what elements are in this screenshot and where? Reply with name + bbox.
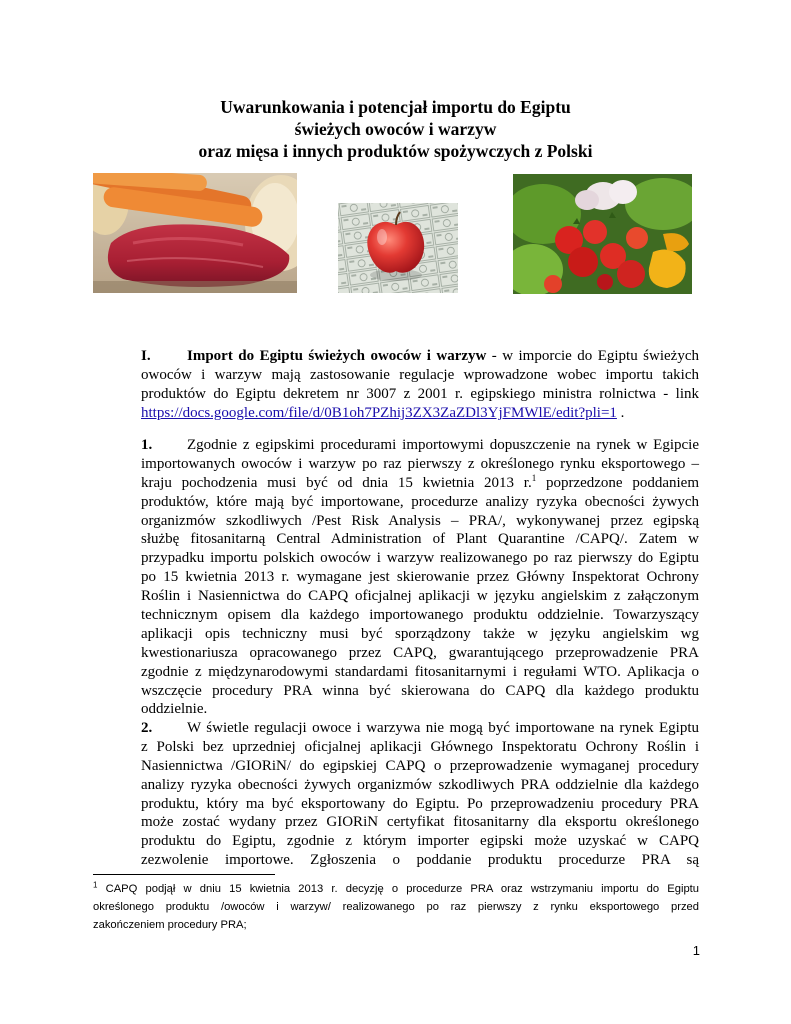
section-1-line-12: kwestionariusza opracowanego przez CAPQ, gwarantującego przeprowadzenie PRA — [141, 644, 699, 661]
section-I-intro: - w imporcie do Egiptu świeżych — [486, 348, 699, 364]
vegetables-photo — [513, 174, 692, 294]
section-2-line-1 — [141, 719, 699, 738]
footnote-separator — [93, 874, 275, 875]
section-1-line-13: zgodnie z międzynarodowymi standardami fitosanitarnymi i regułami WTO. Aplikacja o — [141, 663, 699, 680]
footnote-text-1: CAPQ podjął w dniu 15 kwietnia 2013 r. decyzję o procedurze PRA oraz wstrzymaniu importu do Egiptu — [97, 883, 699, 895]
footnote — [93, 880, 699, 934]
section-1-line-15: oddzielnie. — [141, 701, 208, 718]
section-2-number: 2. — [141, 720, 153, 736]
section-1-line-11: aplikacji opis techniczny musi być sporządzony także w języku angielskim wg — [141, 625, 699, 642]
apple-photo — [338, 203, 458, 293]
section-1-first-line: Zgodnie z egipskimi procedurami importowymi dopuszczenie na rynek w Egipcie — [187, 437, 699, 453]
section-1-line-3-before: kraju pochodzenia musi być od dnia 15 kwietnia 2013 r. — [141, 474, 532, 491]
section-1 — [141, 436, 699, 719]
section-2-line-7: produktu do Egiptu, zgodnie z którym importer egipski może uzyskać w CAPQ — [141, 833, 699, 850]
title-line-1: Uwarunkowania i potencjał importu do Egiptu — [220, 97, 571, 117]
section-2-line-2: z Polski bez uprzedniej oficjalnej aplikacji Głównego Inspektoratu Ochrony Roślin i — [141, 738, 699, 755]
footnote-line-2: określonego produktu /owoców i warzyw/ realizowanego po raz pierwszy z rynku eksportowego przed — [93, 901, 699, 913]
footnote-line-1 — [93, 880, 699, 898]
section-1-line-3-after: poprzedzone poddaniem — [536, 474, 700, 491]
section-1-line-1 — [141, 436, 699, 455]
section-1-line-6: służbę fitosanitarną Central Administration of Plant Quarantine /CAPQ/. Zatem w — [141, 531, 699, 548]
section-2 — [141, 719, 699, 870]
section-2-line-8: zezwolenie importowe. Zgłoszenia o poddanie produktu procedurze PRA są — [141, 852, 699, 869]
decree-link[interactable]: https://docs.google.com/file/d/0B1oh7PZhij3ZX3ZaZDl3YjFMWlE/edit?pli=1 — [141, 404, 617, 421]
section-I-line-1 — [141, 347, 699, 366]
meat-photo — [93, 173, 297, 293]
document-title — [0, 96, 791, 162]
section-2-line-6: może zostać wydany przez GIORiN certyfikat fitosanitarny dla eksportu określonego — [141, 814, 699, 831]
footnote-line-3: zakończeniem procedury PRA; — [93, 919, 247, 931]
section-I — [141, 347, 699, 423]
section-I-number: I. — [141, 348, 151, 364]
section-2-line-5: produktu, który ma być eksportowany do Egiptu. Po przeprowadzeniu procedury PRA — [141, 795, 699, 812]
section-I-line-3: produktów do Egiptu dekretem nr 3007 z 2001 r. egipskiego ministra rolnictwa - link — [141, 385, 699, 402]
section-1-line-7: przypadku importu polskich owoców i warzyw realizowanego po raz pierwszy do Egiptu — [141, 550, 699, 567]
section-1-line-14: wszczęcie procedury PRA winna być skierowana do CAPQ dla każdego produktu — [141, 682, 699, 699]
section-1-line-3 — [141, 474, 699, 493]
section-1-number: 1. — [141, 437, 153, 453]
section-1-line-8: po 15 kwietnia 2013 r. wymagane jest skierowanie przez Główny Inspektorat Ochrony — [141, 569, 699, 586]
section-1-line-4: produktów, które mają być importowane, procedurze analizy ryzyka obecności żywych — [141, 493, 699, 510]
section-1-line-10: technicznym opisem dla każdego importowanego produktu oddzielnie. Towarzyszący — [141, 607, 699, 624]
page-number: 1 — [692, 943, 700, 958]
title-line-3: oraz mięsa i innych produktów spożywczych z Polski — [198, 141, 593, 161]
footnote-ref[interactable]: 1 — [531, 472, 537, 483]
section-2-first-line: W świetle regulacji owoce i warzywa nie mogą być importowane na rynek Egiptu — [187, 720, 699, 736]
section-1-line-9: Roślin i Nasiennictwa do CAPQ oficjalnej aplikacji w języku angielskim z załączonym — [141, 588, 699, 605]
section-1-line-2: importowanych owoców i warzyw po raz pierwszy z określonego rynku eksportowego – — [141, 455, 699, 472]
section-I-heading: Import do Egiptu świeżych owoców i warzyw — [187, 348, 487, 364]
section-2-line-3: Nasiennictwa /GIORiN/ do egipskiej CAPQ o przeprowadzenie wymaganej procedury — [141, 757, 699, 774]
section-I-line-2: owoców i warzyw mają zastosowanie regulacje wprowadzone wobec importu takich — [141, 366, 699, 383]
section-I-link-tail: . — [616, 404, 625, 421]
footnote-marker: 1 — [93, 880, 98, 890]
section-I-line-4 — [141, 404, 699, 423]
section-2-line-4: analizy ryzyka obecności żywych organizmów szkodliwych PRA oddzielnie dla każdego — [141, 776, 699, 793]
section-1-line-5: organizmów szkodliwych /Pest Risk Analysis – PRA/, wykonywanej przez egipską — [141, 512, 699, 529]
title-line-2: świeżych owoców i warzyw — [294, 119, 497, 139]
